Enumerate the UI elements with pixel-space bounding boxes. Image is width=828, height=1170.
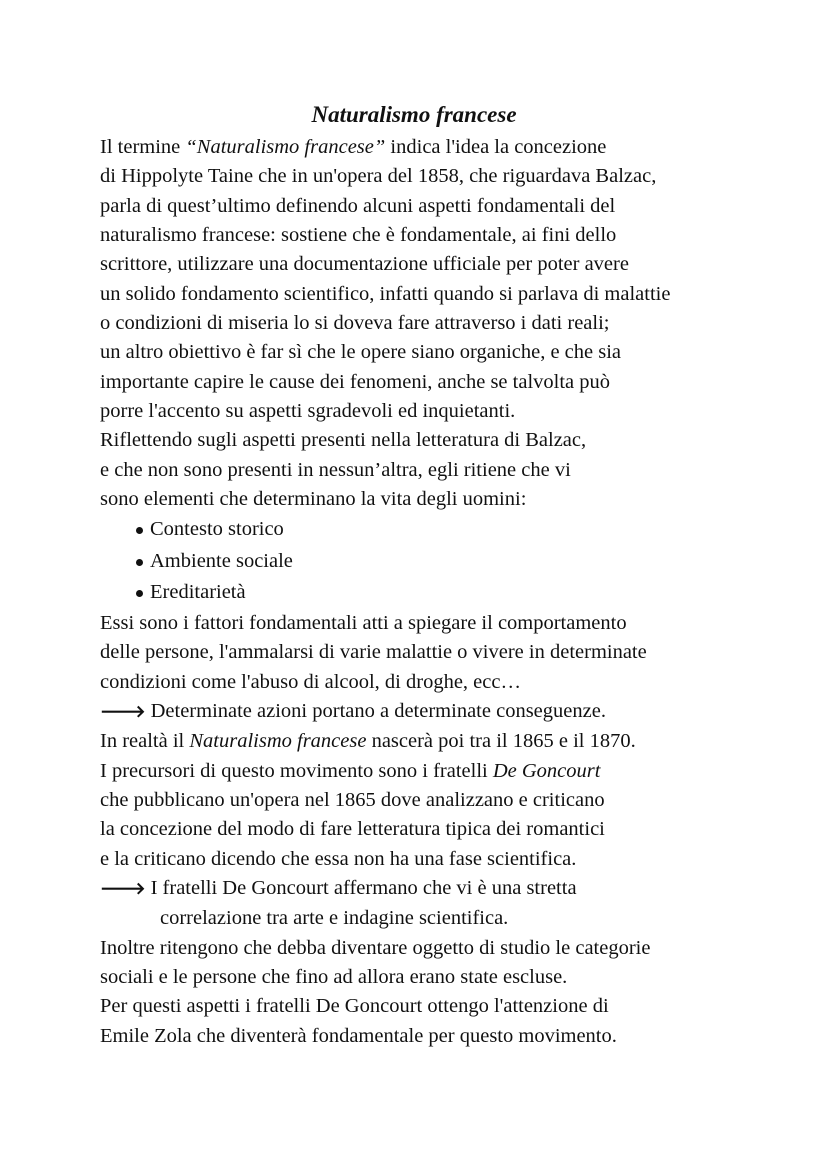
emphasized-term: De Goncourt bbox=[492, 759, 601, 782]
paragraph-line: condizioni come l'abuso di alcool, di droghe, ecc… bbox=[100, 670, 521, 693]
text-run: nascerà poi tra il 1865 e il 1870. bbox=[366, 730, 636, 753]
paragraph-line: e che non sono presenti in nessun’altra, egli ritiene che vi bbox=[100, 458, 571, 481]
paragraph-line: importante capire le cause dei fenomeni, anche se talvolta può bbox=[100, 370, 611, 393]
right-arrow-icon: 🡒 bbox=[100, 702, 146, 722]
paragraph-line: Emile Zola che diventerà fondamentale per questo movimento. bbox=[100, 1024, 617, 1047]
arrow-line bbox=[100, 697, 800, 727]
bullet-item bbox=[100, 577, 800, 609]
paragraph-line: Per questi aspetti i fratelli De Goncourt ottengo l'attenzione di bbox=[100, 995, 609, 1018]
text-run: I precursori di questo movimento sono i fratelli bbox=[100, 759, 493, 782]
paragraph-line: di Hippolyte Taine che in un'opera del 1858, che riguardava Balzac, bbox=[100, 165, 657, 188]
bullet-list bbox=[100, 514, 800, 609]
bullet-item bbox=[100, 514, 800, 546]
paragraph-line: naturalismo francese: sostiene che è fondamentale, ai fini dello bbox=[100, 224, 617, 247]
paragraph-line: porre l'accento su aspetti sgradevoli ed inquietanti. bbox=[100, 400, 516, 423]
paragraph-line: un altro obiettivo è far sì che le opere siano organiche, e che sia bbox=[100, 341, 622, 364]
right-arrow-icon: 🡒 bbox=[100, 879, 146, 900]
text-run: In realtà il bbox=[100, 730, 190, 753]
text-run: Il termine bbox=[100, 136, 186, 158]
paragraph-line: delle persone, l'ammalarsi di varie malattie o vivere in determinate bbox=[100, 641, 647, 664]
bullet-label: Ereditarietà bbox=[150, 581, 246, 604]
bullet-dot-icon bbox=[136, 559, 143, 566]
paragraph-line: un solido fondamento scientifico, infatti quando si parlava di malattie bbox=[100, 282, 671, 305]
bullet-item bbox=[100, 546, 800, 578]
indented-line: correlazione tra arte e indagine scientifica. bbox=[160, 907, 509, 930]
bullet-label: Ambiente sociale bbox=[150, 549, 293, 572]
paragraph-line bbox=[100, 757, 800, 786]
paragraph-line: e la criticano dicendo che essa non ha una fase scientifica. bbox=[100, 847, 577, 870]
bullet-label: Contesto storico bbox=[150, 518, 284, 541]
paragraph-line: parla di quest’ultimo definendo alcuni aspetti fondamentali del bbox=[100, 194, 616, 217]
emphasized-term: “Naturalismo francese” bbox=[185, 136, 386, 158]
paragraph-line: la concezione del modo di fare letteratura tipica dei romantici bbox=[100, 818, 605, 841]
text-run: Determinate azioni portano a determinate conseguenze. bbox=[150, 700, 606, 722]
paragraph-line: sociali e le persone che fino ad allora erano state escluse. bbox=[100, 966, 568, 989]
text-run: I fratelli De Goncourt affermano che vi è una stretta bbox=[150, 877, 577, 900]
text-run: indica l'idea la concezione bbox=[385, 136, 607, 158]
paragraph-line: Essi sono i fattori fondamentali atti a spiegare il comportamento bbox=[100, 611, 627, 634]
paragraph-line bbox=[100, 133, 800, 162]
paragraph-line: scrittore, utilizzare una documentazione ufficiale per poter avere bbox=[100, 253, 629, 276]
emphasized-term: Naturalismo francese bbox=[189, 730, 367, 753]
document-body bbox=[100, 133, 800, 1051]
paragraph-line: o condizioni di miseria lo si doveva fare attraverso i dati reali; bbox=[100, 312, 610, 335]
paragraph-line: Inoltre ritengono che debba diventare oggetto di studio le categorie bbox=[100, 936, 651, 959]
arrow-line bbox=[100, 874, 800, 904]
paragraph-line bbox=[100, 727, 800, 756]
paragraph-line: che pubblicano un'opera nel 1865 dove analizzano e criticano bbox=[100, 789, 605, 812]
document-title: Naturalismo francese bbox=[311, 102, 517, 127]
paragraph-line: Riflettendo sugli aspetti presenti nella letteratura di Balzac, bbox=[100, 429, 587, 452]
paragraph-line: sono elementi che determinano la vita degli uomini: bbox=[100, 488, 527, 511]
